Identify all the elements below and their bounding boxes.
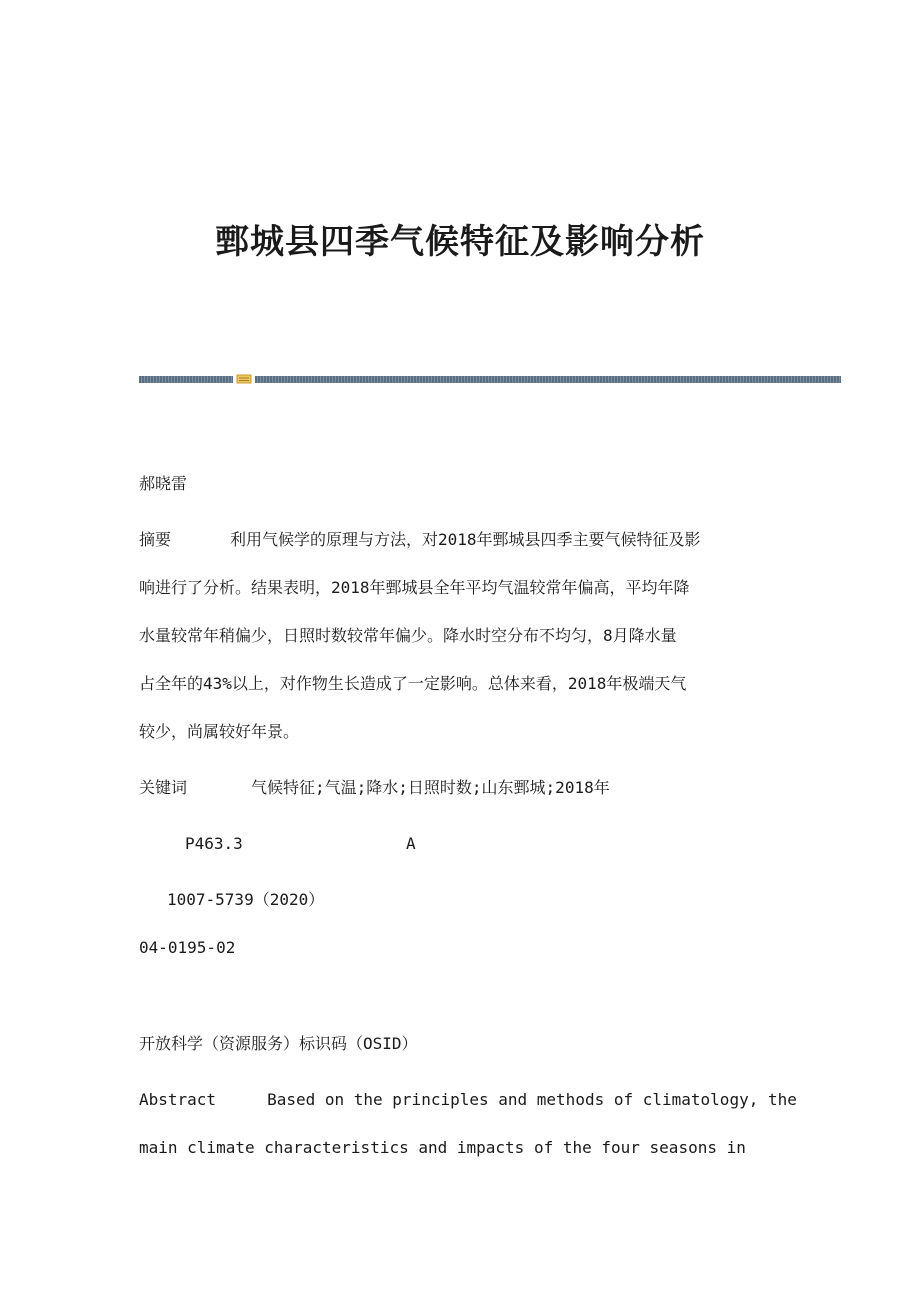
abstract-en-label: Abstract: [139, 1090, 217, 1109]
divider-bar-right: [255, 376, 841, 383]
abstract-cn-label: 摘要: [139, 530, 172, 549]
keywords-value: 气候特征;气温;降水;日照时数;山东鄄城;2018年: [251, 778, 610, 797]
osid-label: 开放科学（资源服务）标识码（OSID）: [139, 1034, 418, 1053]
abstract-cn-line-3: 水量较常年稍偏少，日照时数较常年偏少。降水时空分布不均匀，8月降水量: [139, 626, 677, 645]
document-title: 鄄城县四季气候特征及影响分析: [215, 222, 705, 262]
keywords-line: [139, 778, 610, 798]
clc-number: P463.3: [185, 834, 243, 853]
title-divider: [139, 373, 841, 385]
abstract-en-line-2: main climate characteristics and impacts of the four seasons in: [139, 1138, 746, 1157]
author-name: 郝晓雷: [139, 474, 188, 493]
divider-bar-left: [139, 376, 233, 383]
divider-ornament-icon: [236, 373, 252, 385]
keywords-label: 关键词: [139, 778, 188, 797]
abstract-cn-first-line: [139, 530, 701, 550]
abstract-cn-line-4: 占全年的43%以上，对作物生长造成了一定影响。总体来看，2018年极端天气: [139, 674, 687, 693]
abstract-cn-line-2: 响进行了分析。结果表明，2018年鄄城县全年平均气温较常年偏高，平均年降: [139, 578, 690, 597]
abstract-en-first-line: [139, 1090, 797, 1110]
abstract-en-line-1: Based on the principles and methods of climatology, the: [267, 1090, 797, 1109]
abstract-cn-line-1: 利用气候学的原理与方法，对2018年鄄城县四季主要气候特征及影: [230, 530, 701, 549]
issn-number: 1007-5739（2020）: [167, 890, 325, 909]
article-number: 04-0195-02: [139, 938, 236, 957]
abstract-cn-line-5: 较少，尚属较好年景。: [139, 722, 300, 741]
document-code: A: [406, 834, 416, 853]
